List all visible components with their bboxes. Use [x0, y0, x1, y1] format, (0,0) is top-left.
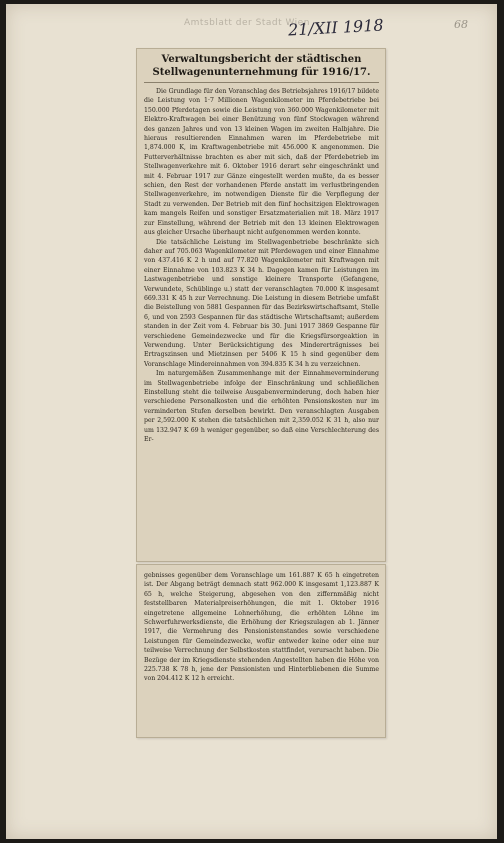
- newspaper-clipping-continuation: [136, 564, 386, 738]
- article-paragraph: Die tatsächliche Leistung im Stellwagenbetriebe beschränkte sich daher auf 705.063 Wagenkilometer mit Pferdewagen und einer Einnahme von 437.416 K 2 h und auf 77.820 Wagenkilometer mit Kraftwagen mit einer Einnahme von 103.823 K 34 h. Dagegen kamen für Leistungen im Lastwagenbetriebe und sonstige kleinere Transporte (Gefangene, Verwundete, Schüblinge u.) statt der veranschlagten 70.000 K insgesamt 669.331 K 45 h zur Verrechnung. Die Leistung in diesem Betriebe umfaßt die Beistellung von 5881 Gespannen für das Bezirkswirtschaftsamt, Stelle 6, und von 2593 Gespannen für das städtische Wirtschaftsamt; außerdem standen in der Zeit vom 4. Februar bis 30. Juni 1917 3869 Gespanne für verschiedene Gemeindezwecke und für die Kriegsfürsorgeaktion in Verwendung. Unter Berücksichtigung des Mindererträgnisses bei Ertragszinsen und Mietzinsen per 5406 K 15 h sind gegenüber dem Voranschlage Mindereinnahmen von 394.835 K 34 h zu verzeichnen.: [144, 238, 379, 368]
- handwritten-date: 21/XII 1918: [287, 15, 385, 40]
- article-headline: Verwaltungsbericht der städtischen Stellwagenunternehmung für 1916/17.: [144, 53, 379, 83]
- article-paragraph: Die Grundlage für den Voranschlag des Betriebsjahres 1916/17 bildete die Leistung von 1·7 Millionen Wagenkilometer im Pferdebetriebe bei 150.000 Pferdetagen sowie die Leistung von 360.000 Wagenkilometer mit Elektro-Kraftwagen bei einer Benützung von fünf Stockwagen während des ganzen Jahres und von 13 kleinen Wagen im zweiten Halbjahre. Die hieraus resultierenden Einnahmen waren im Pferdebetriebe mit 1,874.000 K, im Kraftwagenbetriebe mit 456.000 K angenommen. Die Futterverhältnisse brachten es aber mit sich, daß der Pferdebetrieb im Stellwagenverkehre mit 6. Oktober 1916 derart sehr eingeschränkt und mit 4. Februar 1917 zur Gänze eingestellt werden mußte, da es besser schien, den Rest der vorhandenen Pferde anstatt im verlustbringenden Stellwagenverkehre, im notwendigen Dienste für die Verpflegung der Stadt zu verwenden. Der Betrieb mit den fünf hochsitzigen Elektrowagen kam mangels Reifen und sonstiger Ersatzmaterialien mit 18. März 1917 zur Einstellung, während der Betrieb mit den 13 kleinen Elektrowagen aus gleicher Ursache überhaupt nicht aufgenommen werden konnte.: [144, 88, 379, 237]
- article-continuation: gebnisses gegenüber dem Voranschlage um 161.887 K 65 h eingetreten ist. Der Abgang beträgt demnach statt 962.000 K insgesamt 1,123.887 K 65 h, welche Steigerung, abgesehen von den ziffernmäßig nicht feststellbaren Materialpreiserhöhungen, die mit 1. Oktober 1916 eingetretene allgemeine Lohnerhöhung, die erhöhten Löhne im Schwerfuhrwerksdienste, die Erhöhung der Kriegszulagen ab 1. Jänner 1917, die Vermehrung des Pensionistenstandes sowie verschiedene Leistungen für Gemeindezwecke, wofür entweder keine oder eine nur teilweise Verrechnung der Selbstkosten stattfindet, verursacht haben. Die Bezüge der im Kriegsdienste stehenden Angestellten haben die Höhe von 225.738 K 78 h, jene der Pensionisten und Hinterbliebenen die Summe von 204.412 K 12 h erreicht.: [144, 572, 379, 683]
- archive-stamp: Amtsblatt der Stadt Wien: [184, 18, 310, 28]
- article-paragraph: Im naturgemäßen Zusammenhange mit der Einnahmeverminderung im Stellwagenbetriebe infolge der Einschränkung und schließlichen Einstellung steht die teilweise Ausgabenverminderung, doch haben hier verschiedene Personalkosten und die erhöhten Pensionskosten nur im verminderten Stufen derselben bewirkt. Den veranschlagten Ausgaben per 2,592.000 K stehen die tatsächlichen mit 2,359.052 K 31 h, also nur um 132.947 K 69 h weniger gegenüber, so daß eine Verschlechterung des Er-: [144, 370, 379, 444]
- newspaper-clipping-main: [136, 48, 386, 562]
- page-number: 68: [454, 18, 468, 31]
- archive-sheet: [6, 4, 497, 839]
